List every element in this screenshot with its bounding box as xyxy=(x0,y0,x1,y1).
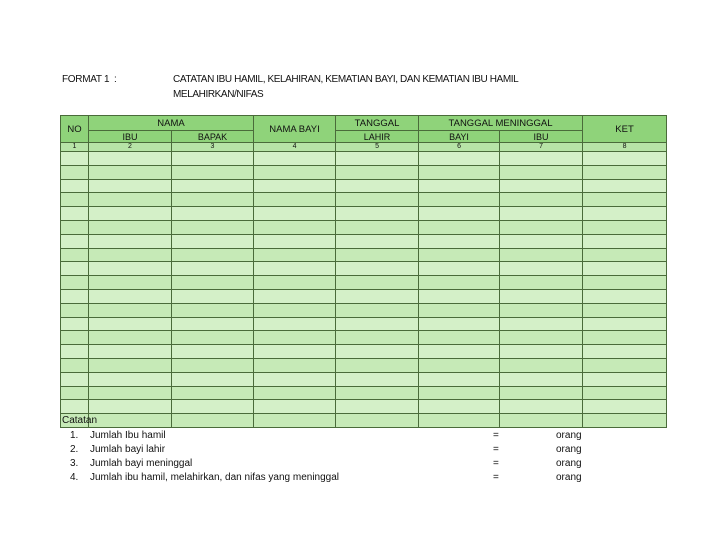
format-label: FORMAT 1 xyxy=(62,74,110,85)
table-row xyxy=(61,414,667,428)
table-cell xyxy=(336,303,419,317)
header-ibu-meninggal: IBU xyxy=(500,131,583,143)
table-cell xyxy=(172,400,254,414)
table-cell xyxy=(419,193,500,207)
table-cell xyxy=(254,207,336,221)
table-cell xyxy=(500,400,583,414)
table-cell xyxy=(254,400,336,414)
table-cell xyxy=(583,303,667,317)
table-cell xyxy=(89,207,172,221)
note-text: Jumlah bayi meninggal xyxy=(90,458,193,469)
table-cell xyxy=(172,372,254,386)
table-cell xyxy=(254,193,336,207)
table-body xyxy=(61,152,667,428)
table-cell xyxy=(89,152,172,166)
table-cell xyxy=(419,220,500,234)
table-cell xyxy=(500,414,583,428)
table-cell xyxy=(172,234,254,248)
table-cell xyxy=(336,276,419,290)
table-cell xyxy=(61,345,89,359)
notes-title: Catatan xyxy=(62,415,98,426)
note-equals: = xyxy=(493,472,499,483)
table-cell xyxy=(254,165,336,179)
table-cell xyxy=(336,165,419,179)
table-cell xyxy=(254,179,336,193)
table-cell xyxy=(89,414,172,428)
table-cell xyxy=(583,400,667,414)
table-cell xyxy=(500,303,583,317)
table-cell xyxy=(336,331,419,345)
table-cell xyxy=(172,414,254,428)
table-cell xyxy=(61,179,89,193)
table-cell xyxy=(500,345,583,359)
table-cell xyxy=(336,193,419,207)
table-cell xyxy=(500,372,583,386)
table-cell xyxy=(336,234,419,248)
table-cell xyxy=(336,179,419,193)
table-cell xyxy=(254,220,336,234)
table-cell xyxy=(254,386,336,400)
table-cell xyxy=(419,317,500,331)
table-cell xyxy=(500,165,583,179)
table-cell xyxy=(61,317,89,331)
table-cell xyxy=(89,262,172,276)
table-cell xyxy=(583,152,667,166)
table-row xyxy=(61,220,667,234)
table-cell xyxy=(254,248,336,262)
table-cell xyxy=(89,317,172,331)
note-unit: orang xyxy=(556,430,582,441)
table-cell xyxy=(500,317,583,331)
table-cell xyxy=(89,248,172,262)
table-cell xyxy=(89,303,172,317)
table-cell xyxy=(254,414,336,428)
table-row xyxy=(61,262,667,276)
table-cell xyxy=(61,372,89,386)
table-cell xyxy=(61,358,89,372)
table-cell xyxy=(419,152,500,166)
table-cell xyxy=(89,345,172,359)
table-cell xyxy=(254,358,336,372)
table-cell xyxy=(583,414,667,428)
table-cell xyxy=(89,358,172,372)
table-cell xyxy=(172,207,254,221)
table-cell xyxy=(336,386,419,400)
table-cell xyxy=(336,414,419,428)
table-cell xyxy=(254,345,336,359)
table-cell xyxy=(419,289,500,303)
table-cell xyxy=(583,386,667,400)
table-cell xyxy=(583,248,667,262)
note-number: 3. xyxy=(70,458,79,469)
table-cell xyxy=(419,248,500,262)
table-cell xyxy=(336,317,419,331)
note-unit: orang xyxy=(556,458,582,469)
table-row xyxy=(61,358,667,372)
table-cell xyxy=(172,193,254,207)
table-cell xyxy=(583,372,667,386)
table-row xyxy=(61,152,667,166)
table-cell xyxy=(500,386,583,400)
table-cell xyxy=(419,345,500,359)
table-cell xyxy=(172,276,254,290)
table-cell xyxy=(89,193,172,207)
table-row xyxy=(61,193,667,207)
table-cell xyxy=(583,317,667,331)
table-cell xyxy=(61,289,89,303)
table-row xyxy=(61,165,667,179)
table-row xyxy=(61,207,667,221)
table-cell xyxy=(89,165,172,179)
table-cell xyxy=(583,289,667,303)
table-cell xyxy=(419,386,500,400)
table-cell xyxy=(419,165,500,179)
table-cell xyxy=(61,262,89,276)
table-cell xyxy=(419,358,500,372)
table-cell xyxy=(61,386,89,400)
table-row xyxy=(61,179,667,193)
table-row xyxy=(61,289,667,303)
table-cell xyxy=(61,303,89,317)
table-cell xyxy=(500,220,583,234)
table-cell xyxy=(583,193,667,207)
note-unit: orang xyxy=(556,472,582,483)
table-cell xyxy=(583,345,667,359)
note-number: 1. xyxy=(70,430,79,441)
table-cell xyxy=(254,152,336,166)
col-number: 7 xyxy=(500,143,583,152)
table-cell xyxy=(419,331,500,345)
table-cell xyxy=(172,179,254,193)
table-cell xyxy=(336,358,419,372)
table-cell xyxy=(336,289,419,303)
table-cell xyxy=(254,331,336,345)
header-ket: KET xyxy=(583,116,667,143)
note-equals: = xyxy=(493,458,499,469)
table-cell xyxy=(89,276,172,290)
table-cell xyxy=(61,165,89,179)
table-row xyxy=(61,345,667,359)
table-cell xyxy=(89,234,172,248)
note-number: 4. xyxy=(70,472,79,483)
table-cell xyxy=(61,276,89,290)
table-cell xyxy=(336,220,419,234)
table-cell xyxy=(89,289,172,303)
table-cell xyxy=(336,262,419,276)
table-cell xyxy=(254,276,336,290)
table-cell xyxy=(419,372,500,386)
note-text: Jumlah bayi lahir xyxy=(90,444,166,455)
table-cell xyxy=(419,303,500,317)
table-cell xyxy=(583,358,667,372)
table-cell xyxy=(583,179,667,193)
table-cell xyxy=(61,331,89,345)
header-nama-bayi: NAMA BAYI xyxy=(254,116,336,143)
table-cell xyxy=(61,234,89,248)
document-title-line2: MELAHIRKAN/NIFAS xyxy=(173,89,264,100)
header-ibu: IBU xyxy=(89,131,172,143)
table-cell xyxy=(61,400,89,414)
table-cell xyxy=(583,262,667,276)
header-bapak: BAPAK xyxy=(172,131,254,143)
table-cell xyxy=(336,248,419,262)
table-cell xyxy=(254,317,336,331)
table-cell xyxy=(419,179,500,193)
table-cell xyxy=(61,207,89,221)
table-cell xyxy=(172,248,254,262)
table-cell xyxy=(419,262,500,276)
table-cell xyxy=(254,262,336,276)
col-number: 5 xyxy=(336,143,419,152)
table-cell xyxy=(89,220,172,234)
table-cell xyxy=(172,358,254,372)
table-cell xyxy=(172,303,254,317)
note-equals: = xyxy=(493,430,499,441)
table-cell xyxy=(336,372,419,386)
col-number: 2 xyxy=(89,143,172,152)
table-cell xyxy=(500,179,583,193)
table-cell xyxy=(61,248,89,262)
table-cell xyxy=(61,193,89,207)
note-text: Jumlah Ibu hamil xyxy=(90,430,166,441)
table-cell xyxy=(500,289,583,303)
document-title-line1: CATATAN IBU HAMIL, KELAHIRAN, KEMATIAN BAYI, DAN KEMATIAN IBU HAMIL xyxy=(173,74,519,85)
table-row xyxy=(61,234,667,248)
table-cell xyxy=(583,276,667,290)
table-cell xyxy=(500,276,583,290)
header-nama: NAMA xyxy=(89,116,254,131)
table-cell xyxy=(583,165,667,179)
table-cell xyxy=(500,248,583,262)
col-number: 6 xyxy=(419,143,500,152)
table-cell xyxy=(500,152,583,166)
col-number: 1 xyxy=(61,143,89,152)
header-lahir: LAHIR xyxy=(336,131,419,143)
table-cell xyxy=(500,207,583,221)
table-cell xyxy=(89,372,172,386)
table-cell xyxy=(254,372,336,386)
table-row xyxy=(61,248,667,262)
table-row xyxy=(61,317,667,331)
header-bayi: BAYI xyxy=(419,131,500,143)
table-cell xyxy=(172,317,254,331)
table-cell xyxy=(583,234,667,248)
table-cell xyxy=(419,414,500,428)
table-cell xyxy=(89,179,172,193)
table-cell xyxy=(89,400,172,414)
table-cell xyxy=(254,289,336,303)
col-number: 8 xyxy=(583,143,667,152)
table-cell xyxy=(172,220,254,234)
table-cell xyxy=(61,220,89,234)
table-cell xyxy=(336,207,419,221)
table-cell xyxy=(419,234,500,248)
table-row xyxy=(61,400,667,414)
header-no: NO xyxy=(61,116,89,143)
table-cell xyxy=(61,152,89,166)
table-cell xyxy=(172,386,254,400)
col-number: 3 xyxy=(172,143,254,152)
table-cell xyxy=(336,400,419,414)
table-cell xyxy=(500,234,583,248)
table-cell xyxy=(336,152,419,166)
table-cell xyxy=(500,193,583,207)
header-tanggal: TANGGAL xyxy=(336,116,419,131)
col-number: 4 xyxy=(254,143,336,152)
table-cell xyxy=(419,276,500,290)
table-cell xyxy=(172,289,254,303)
table-cell xyxy=(419,207,500,221)
table-cell xyxy=(419,400,500,414)
table-row xyxy=(61,331,667,345)
table-cell xyxy=(336,345,419,359)
table-cell xyxy=(500,331,583,345)
register-table xyxy=(60,115,667,428)
table-row xyxy=(61,276,667,290)
table-cell xyxy=(583,331,667,345)
table-cell xyxy=(583,207,667,221)
note-equals: = xyxy=(493,444,499,455)
note-text: Jumlah ibu hamil, melahirkan, dan nifas yang meninggal xyxy=(90,472,340,483)
table-cell xyxy=(500,358,583,372)
table-cell xyxy=(89,331,172,345)
table-row xyxy=(61,386,667,400)
table-cell xyxy=(172,152,254,166)
header-tanggal-meninggal: TANGGAL MENINGGAL xyxy=(419,116,583,131)
note-number: 2. xyxy=(70,444,79,455)
table-cell xyxy=(89,386,172,400)
note-unit: orang xyxy=(556,444,582,455)
table-cell xyxy=(172,165,254,179)
table-cell xyxy=(254,234,336,248)
table-cell xyxy=(500,262,583,276)
table-row xyxy=(61,372,667,386)
format-colon: : xyxy=(114,74,117,85)
table-cell xyxy=(254,303,336,317)
table-cell xyxy=(172,345,254,359)
table-cell xyxy=(172,262,254,276)
table-row xyxy=(61,303,667,317)
table-cell xyxy=(583,220,667,234)
table-cell xyxy=(172,331,254,345)
